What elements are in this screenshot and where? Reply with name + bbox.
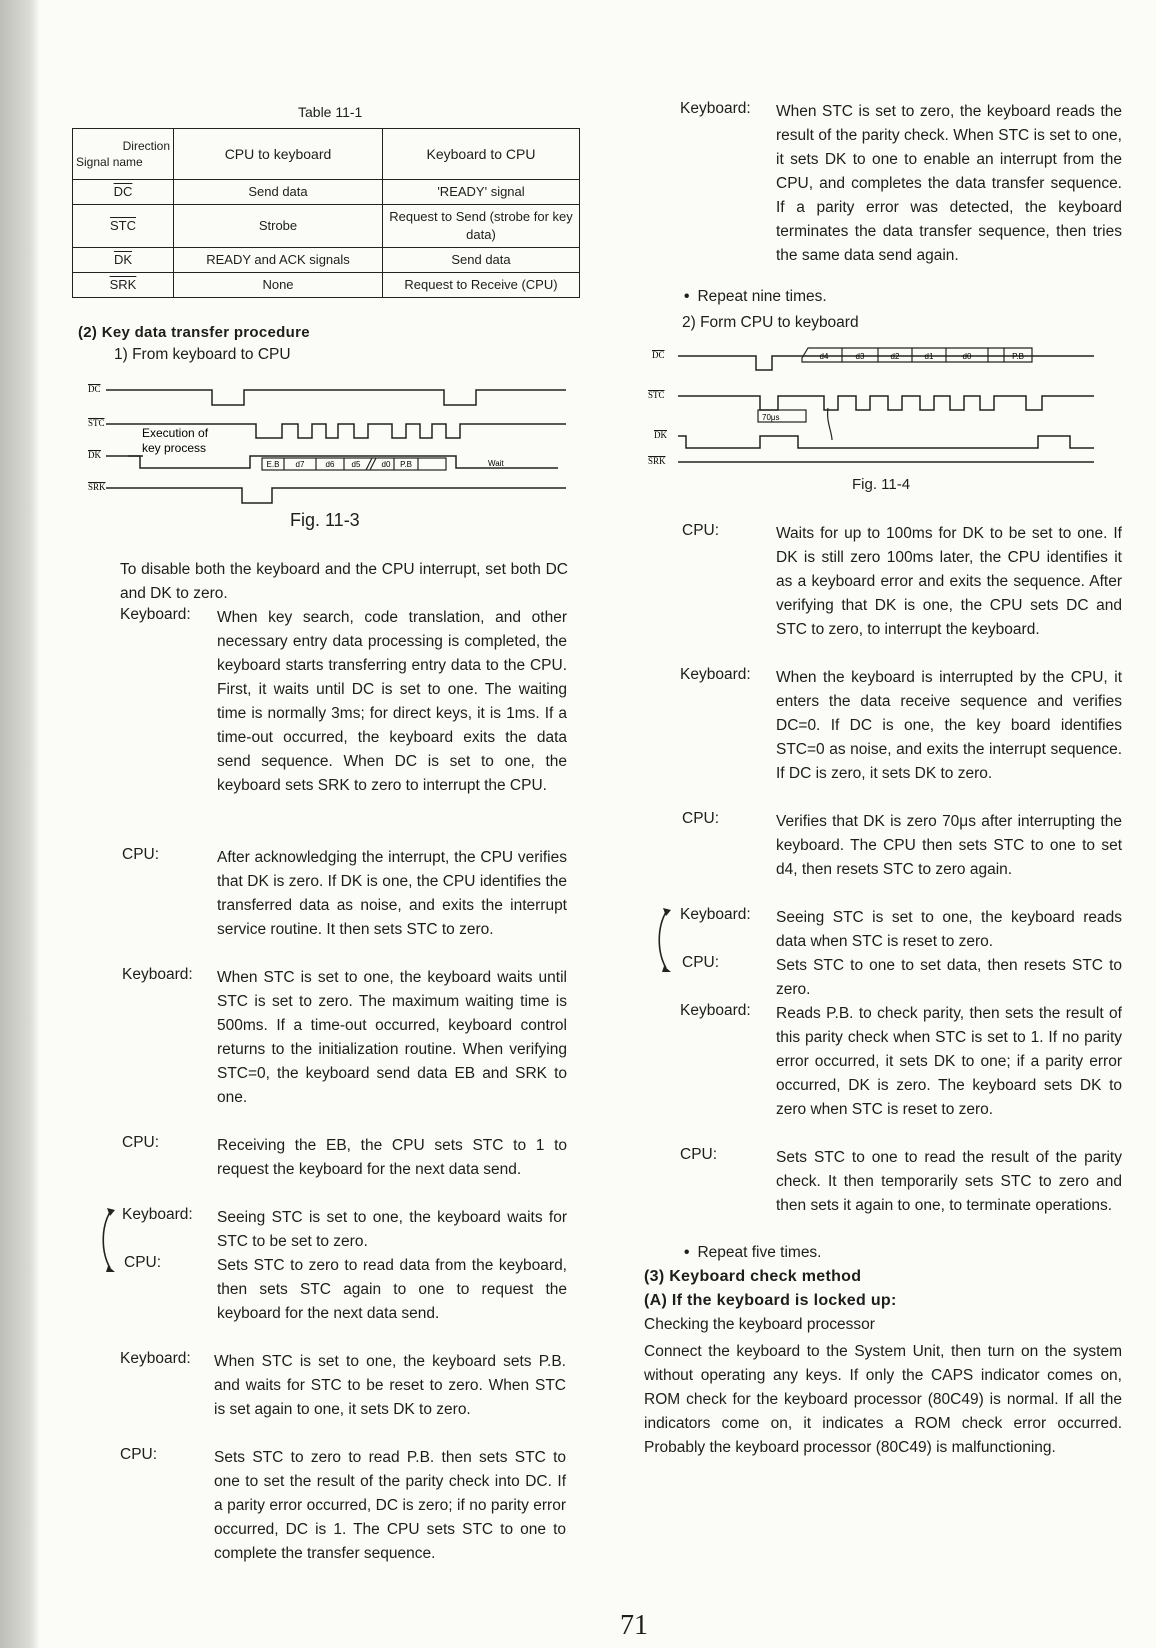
binding-shadow	[0, 0, 40, 1648]
fig4-label-dk: DK	[654, 430, 667, 440]
keyboard-step-text: Seeing STC is set to one, the keyboard reads data when STC is reset to zero.	[776, 909, 1122, 950]
keyboard-label: Keyboard:	[122, 966, 193, 983]
check-processor-body: Connect the keyboard to the System Unit, then turn on the system without operating any keys. If only the CAPS indicator comes on, ROM check for the keyboard processor (80C49) is normal. If all the indicators come on, it indicates a ROM check error occurred. Probably the keyboard processor (80C49) is malfunctioning.	[644, 1343, 1122, 1456]
keyboard-step-text: Seeing STC is set to one, the keyboard waits for STC to be set to zero.	[217, 1209, 567, 1250]
cpu-label: CPU:	[122, 846, 160, 863]
stc-waveform	[678, 396, 1094, 410]
keyboard-label: Keyboard:	[680, 906, 751, 923]
page-number: 71	[620, 1610, 648, 1641]
srk-waveform	[106, 488, 566, 503]
fig4-bit-label: d2	[890, 352, 900, 361]
fig3-label-stc: STC	[88, 418, 105, 428]
dc-bit-cells	[758, 348, 1032, 440]
fig3-wait-label: Wait	[488, 459, 504, 468]
bullet-mark: •	[684, 288, 690, 305]
kb-to-cpu-cell: Request to Receive (CPU)	[383, 273, 580, 298]
repeat-five-note	[684, 1244, 822, 1262]
kb-to-cpu-cell: Send data	[383, 248, 580, 273]
cpu-to-kb-cell: None	[174, 273, 383, 298]
subsection-locked-up: (A) If the keyboard is locked up:	[644, 1292, 897, 1309]
corner-signal-name: Signal name	[76, 155, 143, 169]
fig-11-3-caption: Fig. 11-3	[290, 510, 360, 530]
hand-drawn-stroke	[828, 408, 832, 440]
header-cpu-to-keyboard: CPU to keyboard	[174, 129, 383, 180]
cpu-step-text: Receiving the EB, the CPU sets STC to 1 to request the keyboard for the next data send.	[217, 1137, 567, 1178]
table-row	[73, 205, 580, 248]
fig4-bit-label: d4	[819, 352, 829, 361]
cpu-label: CPU:	[120, 1446, 158, 1463]
keyboard-step-text: When STC is set to one, the keyboard sets P.B. and waits for STC to be reset to zero. When STC is set again to one, it sets DK to zero.	[214, 1353, 566, 1418]
keyboard-step-text: When the keyboard is interrupted by the CPU, it enters the data receive sequence and verifies DC=0. If DC is one, the key board identifies STC=0 as noise, and exits the interrupt sequence. If DC is zero, it sets DK to zero.	[776, 669, 1122, 782]
cpu-step-text: Sets STC to one to read the result of the parity check. It then temporarily sets STC to zero and then sets it again to one, to terminate operations.	[776, 1149, 1122, 1214]
table-row	[73, 180, 580, 205]
table-title: Table 11-1	[298, 104, 363, 120]
keyboard-step-text: When key search, code translation, and other necessary entry data processing is completed, the keyboard starts transferring entry data to the CPU. First, it waits until DC is set to one. The waiting time is normally 3ms; for direct keys, it is 1ms. If a time-out occurred, the keyboard exits the data send sequence. When DC is set to one, the keyboard sets SRK to zero to interrupt the CPU.	[217, 609, 567, 794]
corner-direction: Direction	[122, 139, 170, 153]
fig4-bit-label: P.B	[1012, 352, 1024, 361]
keyboard-label: Keyboard:	[680, 666, 751, 683]
cpu-label: CPU:	[682, 522, 720, 539]
table-row	[73, 273, 580, 298]
cpu-step-text: Verifies that DK is zero 70μs after interrupting the keyboard. The CPU then sets STC to one to set d4, then resets STC to zero again.	[776, 813, 1122, 878]
section-heading-check: (3) Keyboard check method	[644, 1268, 862, 1285]
signal-direction-table	[72, 128, 580, 298]
cpu-label: CPU:	[682, 954, 720, 971]
fig3-bit-label: d7	[295, 460, 305, 469]
signal-name-cell: $\overline{STC}$	[73, 205, 174, 248]
cpu-label: CPU:	[122, 1134, 160, 1151]
fig4-bit-label: d3	[855, 352, 865, 361]
fig4-bit-label: d1	[924, 352, 934, 361]
repeat-nine-note	[684, 288, 827, 306]
cpu-to-kb-cell: READY and ACK signals	[174, 248, 383, 273]
signal-name-cell: $\overline{SRK}$	[73, 273, 174, 298]
fig3-bit-label: d6	[325, 460, 335, 469]
fig4-label-stc: STC	[648, 390, 665, 400]
keyboard-label: Keyboard:	[680, 100, 751, 117]
cpu-step-text: Sets STC to zero to read data from the keyboard, then sets STC again to one to request the keyboard for the next data send.	[217, 1257, 567, 1322]
fig3-exec-label: Execution of	[142, 426, 209, 440]
header-keyboard-to-cpu: Keyboard to CPU	[383, 129, 580, 180]
keyboard-step-text: When STC is set to one, the keyboard waits until STC is set to zero. The maximum waiting time is 500ms. If a time-out occurred, keyboard control returns to the initialization routine. When verifying STC=0, the keyboard send data EB and SRK to one.	[217, 969, 567, 1106]
cpu-to-kb-cell: Strobe	[174, 205, 383, 248]
table-corner-cell	[73, 129, 174, 180]
keyboard-step-text: When STC is set to zero, the keyboard reads the result of the parity check. When STC is set to one, it sets DK to one to enable an interrupt from the CPU, and completes the data transfer sequence. If a parity error was detected, the keyboard terminates the data transfer sequence, then tries the same data send again.	[776, 103, 1122, 264]
fig3-label-dc: DC	[88, 384, 101, 394]
fig4-time-label: 70μs	[762, 413, 780, 422]
keyboard-label: Keyboard:	[120, 606, 191, 623]
cpu-label: CPU:	[124, 1254, 162, 1271]
dc-waveform	[106, 390, 566, 405]
cpu-step-text: Sets STC to zero to read P.B. then sets STC to one to set the result of the parity check into DC. If a parity error occurred, DC is zero; if no parity error occurred, DC is 1. The CPU sets STC to one to complete the transfer sequence.	[214, 1449, 566, 1562]
cpu-label: CPU:	[680, 1146, 718, 1163]
cpu-step-text: Waits for up to 100ms for DK to be set to one. If DK is still zero 100ms later, the CPU identifies it as a keyboard error and exits the sequence. After verifying that DK is one, the CPU sets DC and STC to zero, to interrupt the keyboard.	[776, 525, 1122, 638]
fig3-bit-label: P.B	[400, 460, 412, 469]
keyboard-label: Keyboard:	[122, 1206, 193, 1223]
fig3-bit-label: d0	[381, 460, 391, 469]
repeat-five-text: Repeat five times.	[697, 1244, 822, 1261]
keyboard-step-text: Reads P.B. to check parity, then sets the result of this parity check when STC is set to 1. If no parity error occurred, it sets DK to one; if a parity error occurred, DK is zero. The keyboard sets DK to zero when STC is reset to zero.	[776, 1005, 1122, 1118]
fig4-label-srk: SRK	[648, 456, 666, 466]
keyboard-label: Keyboard:	[120, 1350, 191, 1367]
check-processor-title: Checking the keyboard processor	[644, 1316, 875, 1333]
intro-paragraph: To disable both the keyboard and the CPU interrupt, set both DC and DK to zero.	[120, 561, 568, 602]
fig4-bit-label: d0	[962, 352, 972, 361]
cpu-label: CPU:	[682, 810, 720, 827]
signal-name-cell: $\overline{DC}$	[73, 180, 174, 205]
exchange-bracket	[656, 906, 680, 974]
fig4-label-dc: DC	[652, 350, 665, 360]
bullet-mark: •	[684, 1244, 690, 1261]
kb-to-cpu-cell: 'READY' signal	[383, 180, 580, 205]
cpu-step-text: Sets STC to one to set data, then resets STC to zero.	[776, 957, 1122, 998]
fig3-bit-label: d5	[351, 460, 361, 469]
table-row	[73, 248, 580, 273]
kb-to-cpu-cell: Request to Send (strobe for key data)	[383, 205, 580, 248]
dk-waveform	[678, 436, 1094, 448]
subheading-cpu-to-kb: 2) Form CPU to keyboard	[682, 314, 859, 331]
signal-name-cell: $\overline{DK}$	[73, 248, 174, 273]
keyboard-label: Keyboard:	[680, 1002, 751, 1019]
timing-diagram-fig-11-3	[88, 376, 568, 512]
subheading-kb-to-cpu: 1) From keyboard to CPU	[114, 346, 291, 363]
exchange-bracket	[100, 1206, 124, 1274]
cpu-step-text: After acknowledging the interrupt, the CPU verifies that DK is zero. If DK is one, the CPU identifies the transferred data as noise, and exits the interrupt service routine. It then sets STC to zero.	[217, 849, 567, 938]
timing-diagram-fig-11-4	[648, 344, 1096, 468]
fig3-label-dk: DK	[88, 450, 101, 460]
table-header-row	[73, 129, 580, 180]
fig3-key-process-label: key process	[142, 441, 207, 455]
fig-11-4-caption: Fig. 11-4	[852, 476, 911, 493]
fig3-bit-label: E.B	[266, 460, 280, 469]
repeat-nine-text: Repeat nine times.	[697, 288, 827, 305]
cpu-to-kb-cell: Send data	[174, 180, 383, 205]
section-heading-transfer: (2) Key data transfer procedure	[78, 324, 310, 341]
fig3-label-srk: SRK	[88, 482, 106, 492]
